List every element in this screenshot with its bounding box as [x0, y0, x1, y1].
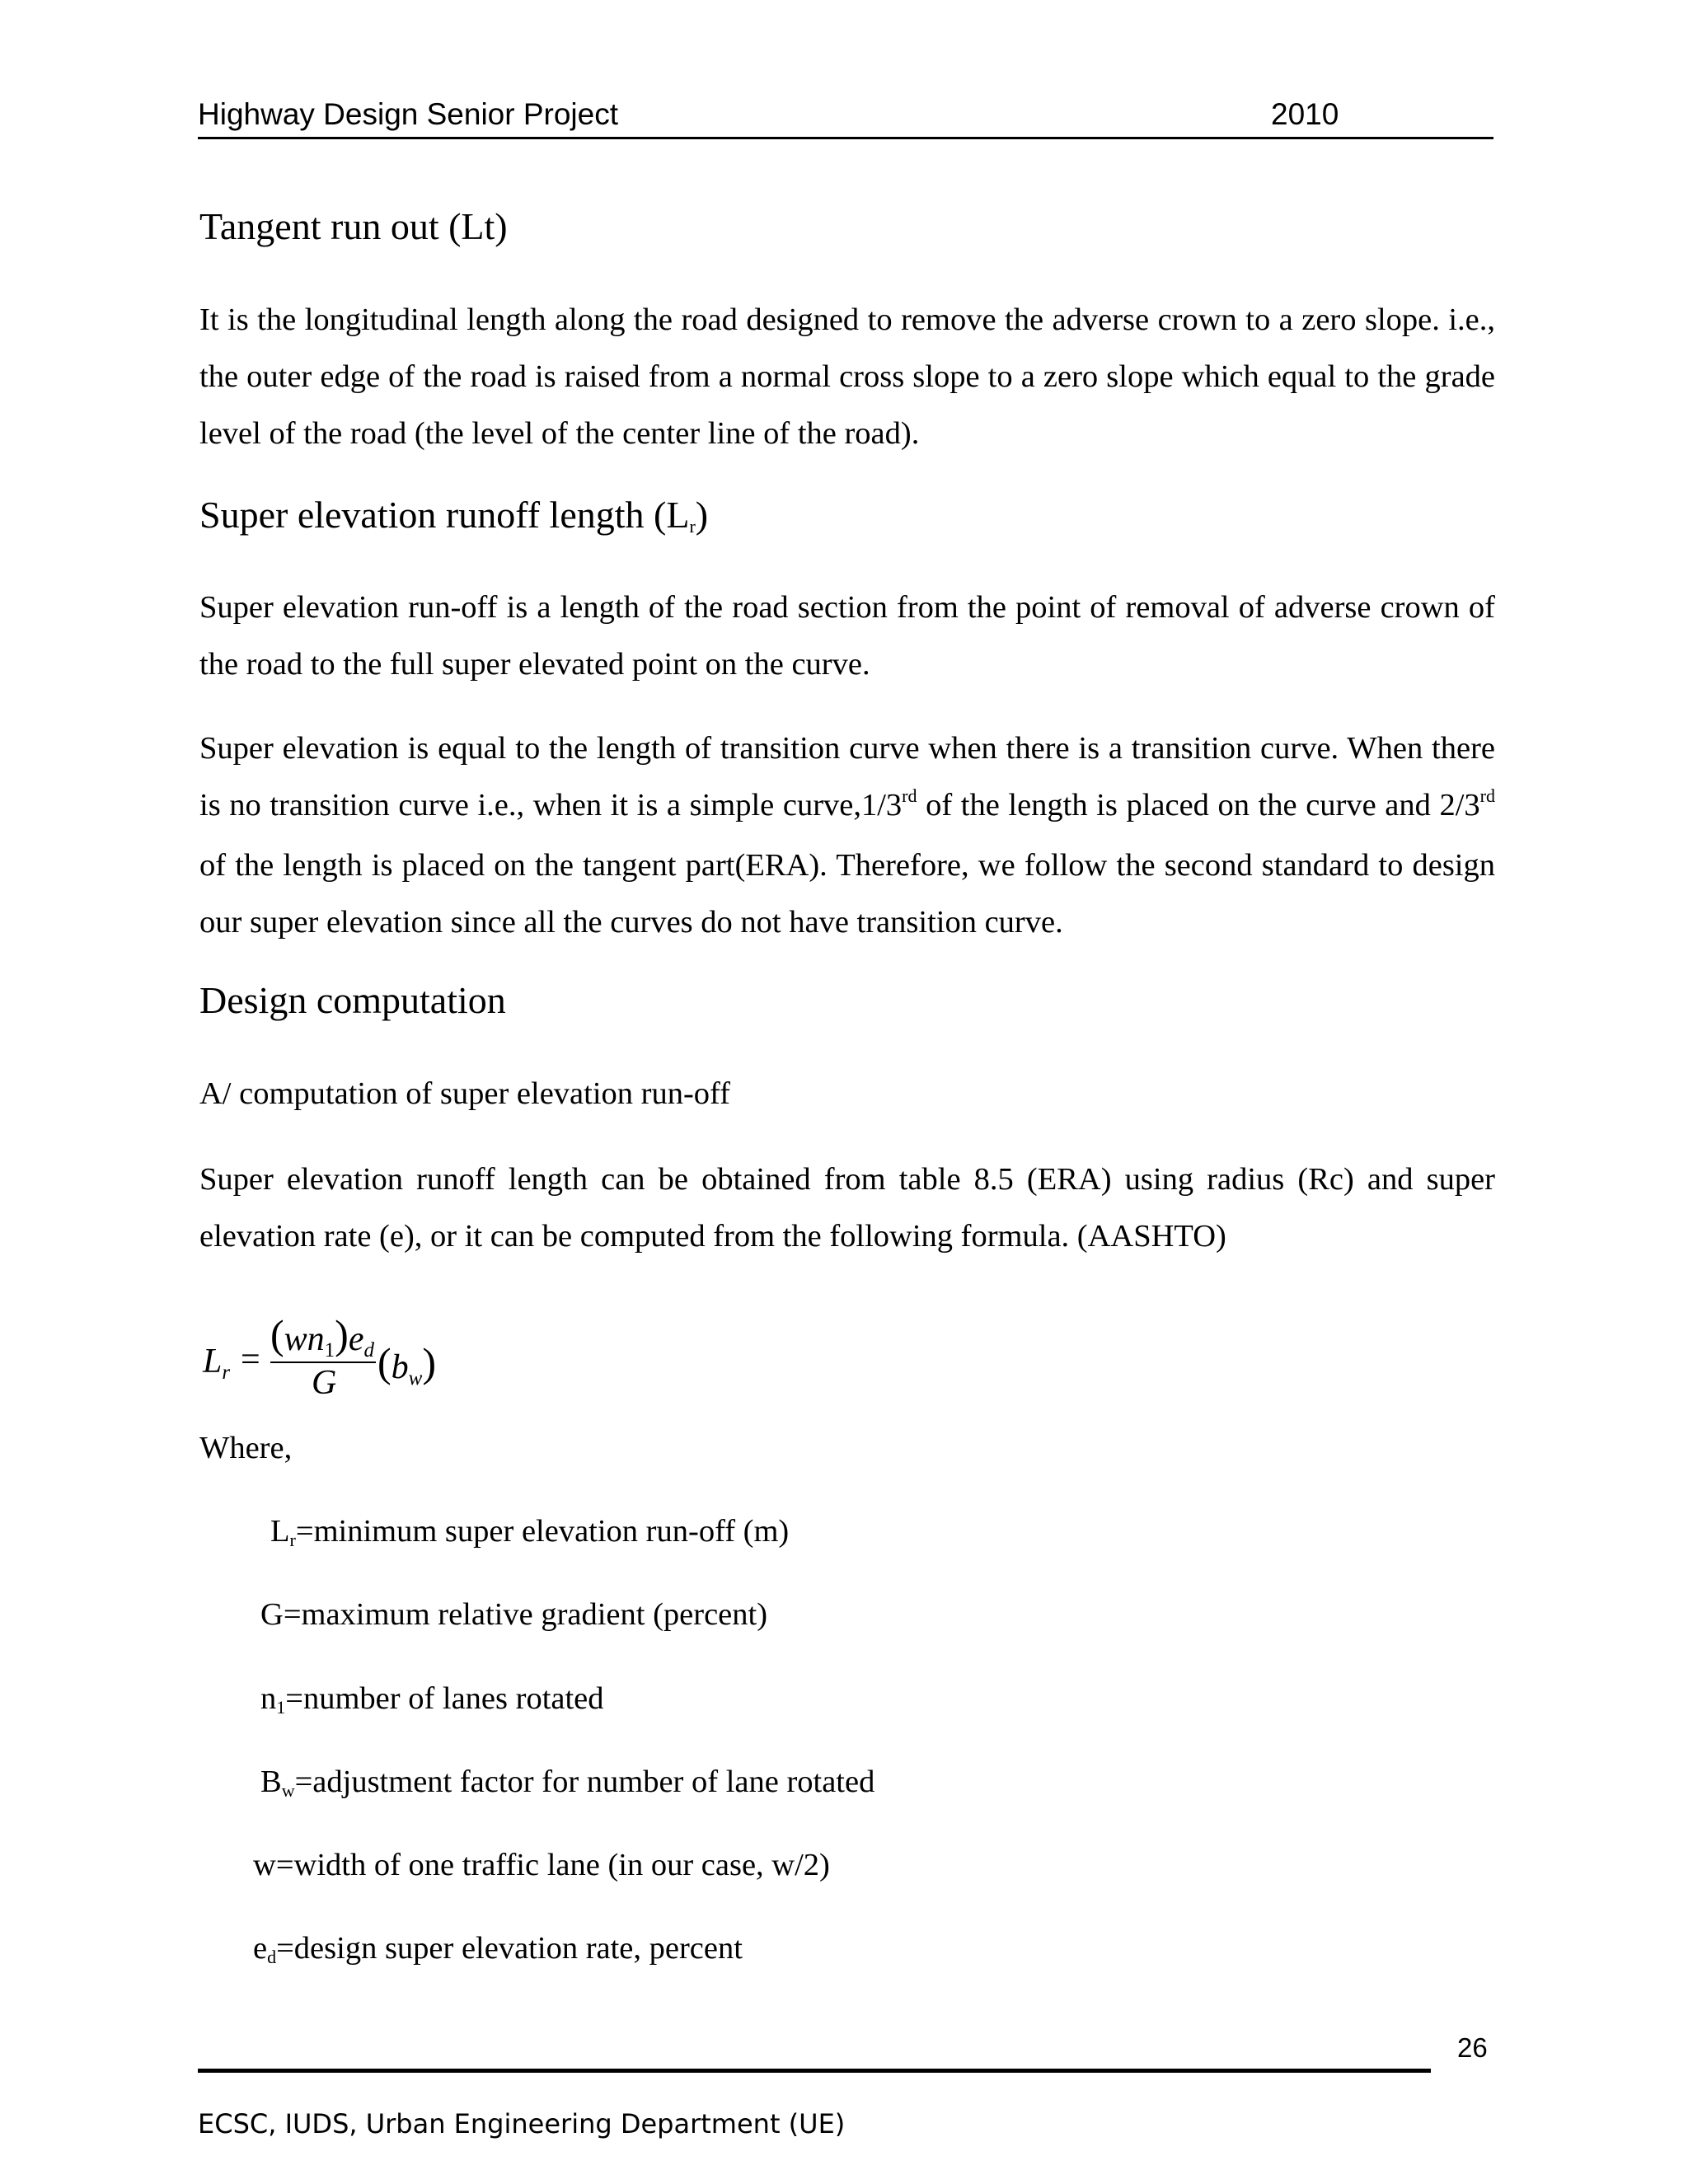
paragraph-runoff-definition: Super elevation run-off is a length of the road section from the point of removal of adverse crown of the road to the full super elevated point on the curve. [199, 590, 1495, 682]
heading-runoff-length [199, 493, 708, 537]
heading-runoff-post: ) [695, 494, 709, 536]
formula-numerator: (wn1)ed [270, 1311, 374, 1361]
runoff-formula [203, 1312, 467, 1411]
se-text-1: Super elevation is equal to the length of transition curve when there is a transition curve. When there is no transition curve i.e., when it is a simple curve,1/3 [199, 731, 1495, 823]
where-item-w: w=width of one traffic lane (in our case, w/2) [253, 1848, 830, 1882]
paragraph-tangent-run-out: It is the longitudinal length along the road designed to remove the adverse crown to a zero slope. i.e., the outer edge of the road is raised from a normal cross slope to a zero slope which equal to the grade level of the road (the level of the center line of the road). [199, 302, 1495, 451]
se-sup-1: rd [902, 785, 917, 806]
heading-runoff-sub: r [689, 516, 696, 537]
formula-lhs: $L_r$ [203, 1343, 231, 1384]
header-title: Highway Design Senior Project [198, 97, 619, 131]
formula-bw-factor: $(b_w)$ [377, 1339, 436, 1390]
formula-denominator: G [312, 1364, 337, 1402]
subheading-computation: A/ computation of super elevation run-off [199, 1076, 730, 1111]
footer-text: ECSC, IUDS, Urban Engineering Department (UE) [198, 2108, 846, 2139]
heading-tangent-run-out: Tangent run out (Lt) [199, 205, 508, 247]
heading-runoff-pre: Super elevation runoff length (L [199, 494, 690, 536]
header-year: 2010 [1271, 97, 1339, 131]
heading-design-computation: Design computation [199, 979, 506, 1021]
paragraph-formula-intro: Super elevation runoff length can be obtained from table 8.5 (ERA) using radius (Rc) and super elevation rate (e), or it can be computed from the following formula. (AASHTO) [199, 1162, 1495, 1254]
page-header [198, 97, 1493, 139]
formula-equals: = [241, 1341, 260, 1379]
footer-rule [198, 2069, 1431, 2073]
where-item-bw: $B_w=adjustment$ factor for number of lane rotated [260, 1765, 875, 1801]
where-item-n1: $n_1=number$ of lanes rotated [260, 1681, 604, 1718]
where-label: Where, [199, 1431, 293, 1465]
page-number: 26 [1457, 2032, 1488, 2063]
where-item-ed: $e_d=design$ super elevation rate, percent [253, 1931, 743, 1967]
where-item-lr: $L_r=minimum$ super elevation run-off (m) [270, 1514, 790, 1550]
paragraph-super-elevation [199, 720, 1495, 951]
where-item-g: G=maximum relative gradient (percent) [260, 1597, 768, 1632]
se-text-3: of the length is placed on the tangent part(ERA). Therefore, we follow the second standard to design our super elevation since all the curves do not have transition curve. [199, 848, 1495, 940]
se-sup-2: rd [1479, 785, 1495, 806]
se-text-2: of the length is placed on the curve and 2/3 [917, 788, 1480, 823]
